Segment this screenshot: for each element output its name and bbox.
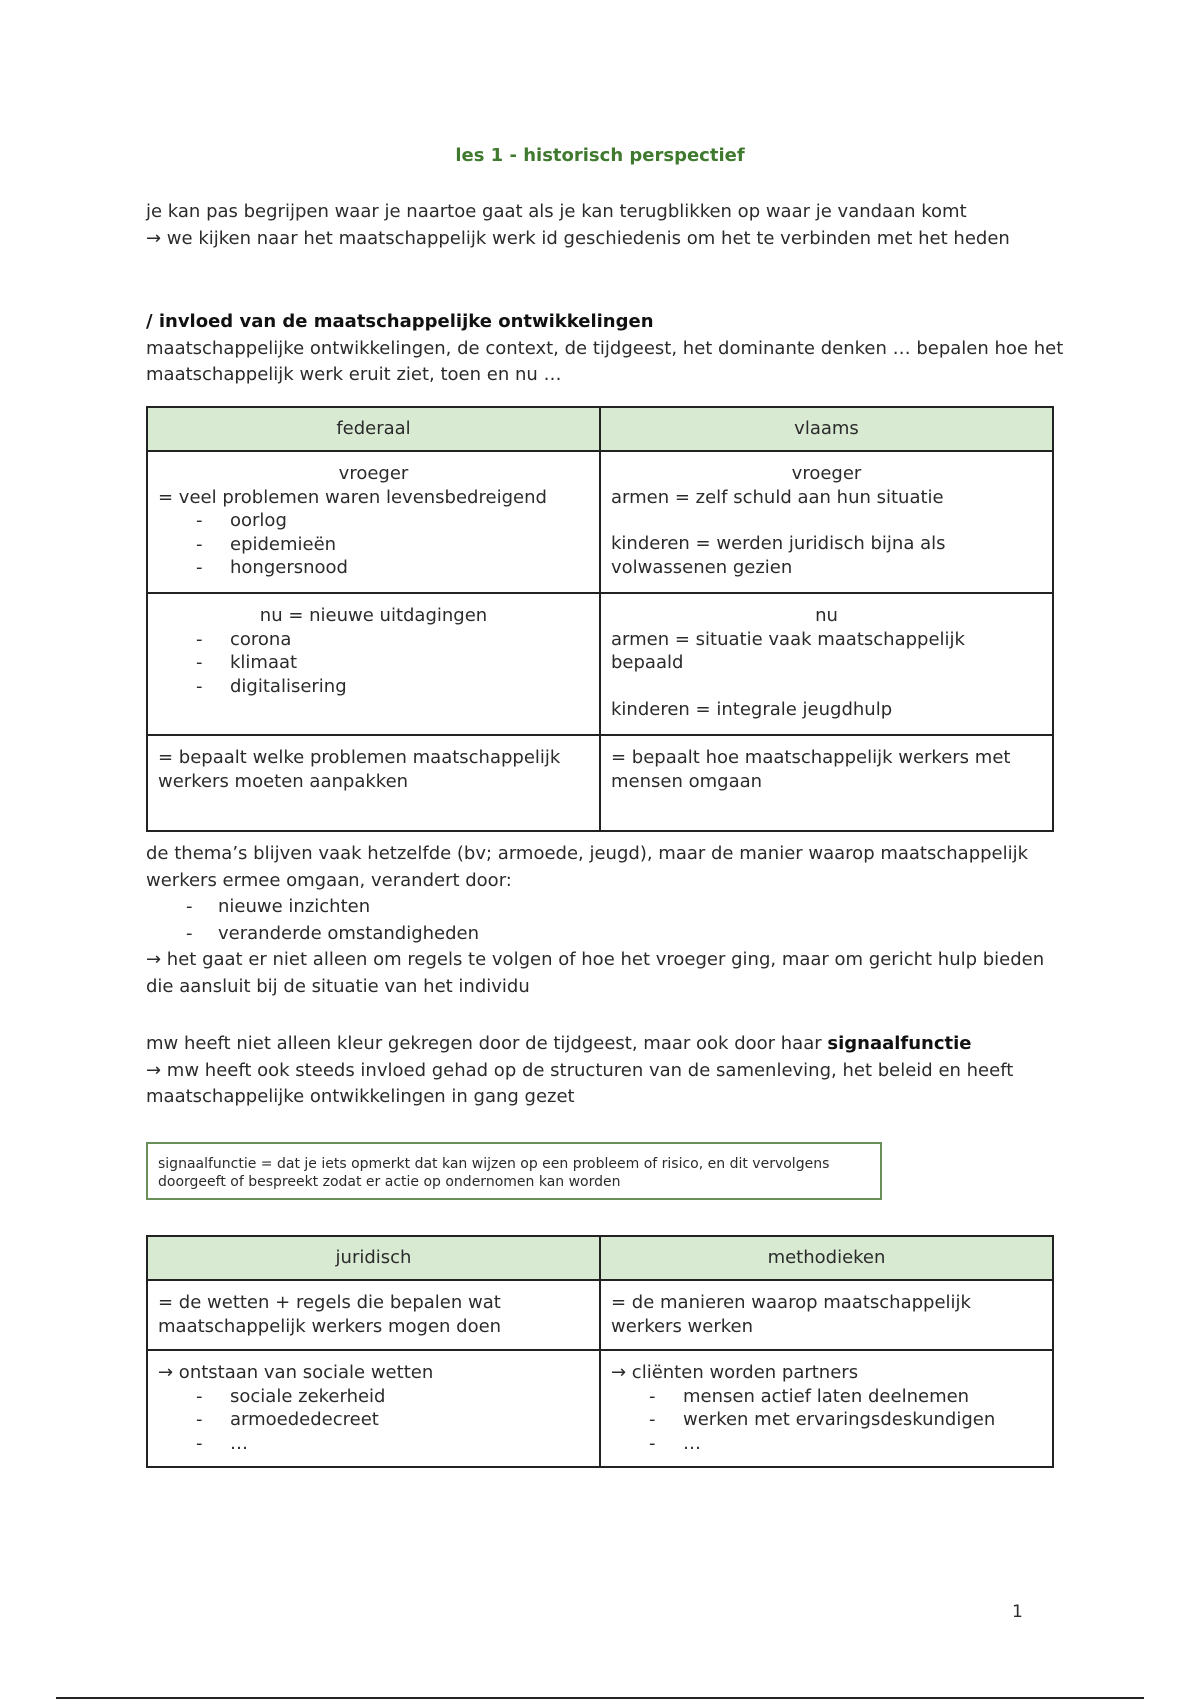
intro-paragraph — [146, 199, 1066, 252]
list-item: - oorlog — [158, 509, 589, 533]
table-federaal-vlaams — [146, 406, 1054, 832]
section-influence — [146, 309, 1066, 389]
list-item: - … — [158, 1432, 589, 1456]
cell-title: vroeger — [791, 463, 862, 484]
table1-cell-federaal-nu — [147, 593, 600, 735]
definition-box: signaalfunctie = dat je iets opmerkt dat kan wijzen op een probleem of risico, en dit vervolgens doorgeeft of bespreekt zodat er actie op ondernomen kan worden — [146, 1142, 882, 1200]
after-table-paragraph — [146, 841, 1066, 1000]
footer-divider — [56, 1697, 1144, 1699]
cell-text: = veel problemen waren levensbedreigend — [158, 486, 547, 508]
signal-paragraph — [146, 1031, 1066, 1111]
cell-list — [158, 628, 589, 699]
intro-line-2: → we kijken naar het maatschappelijk werk id geschiedenis om het te verbinden met het heden — [146, 227, 1010, 249]
cell-text: armen = situatie vaak maatschappelijk bepaald — [611, 628, 965, 673]
table2-cell-methodieken-definition: = de manieren waarop maatschappelijk werkers werken — [600, 1280, 1053, 1350]
change-factors-list — [146, 894, 1066, 947]
list-item: - digitalisering — [158, 675, 589, 699]
signal-text: mw heeft niet alleen kleur gekregen door de tijdgeest, maar ook door haar — [146, 1033, 828, 1054]
list-item: - veranderde omstandigheden — [146, 921, 1066, 948]
list-item: - mensen actief laten deelnemen — [611, 1385, 1042, 1409]
cell-list — [158, 509, 589, 580]
list-item: - klimaat — [158, 651, 589, 675]
signal-line — [146, 1031, 1066, 1058]
cell-list — [611, 1385, 1042, 1456]
cell-text: kinderen = integrale jeugdhulp — [611, 698, 893, 720]
table1-cell-federaal-vroeger — [147, 451, 600, 593]
list-item: - epidemieën — [158, 533, 589, 557]
cell-title: → ontstaan van sociale wetten — [158, 1362, 434, 1383]
table-juridisch-methodieken — [146, 1235, 1054, 1468]
intro-line-1: je kan pas begrijpen waar je naartoe gaat als je kan terugblikken op waar je vandaan komt — [146, 201, 967, 222]
page-number: 1 — [1012, 1602, 1023, 1622]
signal-keyword: signaalfunctie — [827, 1033, 972, 1054]
list-item: - armoededecreet — [158, 1408, 589, 1432]
section-heading: / invloed van de maatschappelijke ontwikkelingen — [146, 311, 654, 332]
list-item: - werken met ervaringsdeskundigen — [611, 1408, 1042, 1432]
table2-header-methodieken: methodieken — [600, 1236, 1053, 1280]
list-item: - hongersnood — [158, 556, 589, 580]
cell-title: nu = nieuwe uitdagingen — [259, 605, 488, 626]
after-table-conclusion: → het gaat er niet alleen om regels te volgen of hoe het vroeger ging, maar om gericht hulp bieden die aansluit bij de situatie van het individu — [146, 949, 1045, 997]
cell-title: nu — [815, 605, 838, 626]
cell-title: vroeger — [338, 463, 409, 484]
cell-text: armen = zelf schuld aan hun situatie — [611, 486, 944, 508]
list-item: - … — [611, 1432, 1042, 1456]
cell-list — [158, 1385, 589, 1456]
section-text: maatschappelijke ontwikkelingen, de context, de tijdgeest, het dominante denken … bepalen hoe het maatschappelijk werk eruit ziet, toen en nu … — [146, 337, 1064, 385]
table2-header-juridisch: juridisch — [147, 1236, 600, 1280]
list-item: - sociale zekerheid — [158, 1385, 589, 1409]
table2-cell-juridisch-definition: = de wetten + regels die bepalen wat maatschappelijk werkers mogen doen — [147, 1280, 600, 1350]
list-item: - nieuwe inzichten — [146, 894, 1066, 921]
table2-cell-juridisch-examples — [147, 1350, 600, 1467]
table1-header-vlaams: vlaams — [600, 407, 1053, 451]
page-title: les 1 - historisch perspectief — [455, 145, 745, 166]
after-table-text: de thema’s blijven vaak hetzelfde (bv; armoede, jeugd), maar de manier waarop maatschappelijk werkers ermee omgaan, verandert door: — [146, 843, 1029, 891]
table1-cell-vlaams-nu — [600, 593, 1053, 735]
table1-cell-vlaams-summary: = bepaalt hoe maatschappelijk werkers met mensen omgaan — [600, 735, 1053, 831]
table1-header-federaal: federaal — [147, 407, 600, 451]
cell-text: kinderen = werden juridisch bijna als volwassenen gezien — [611, 533, 946, 578]
table1-cell-federaal-summary: = bepaalt welke problemen maatschappelijk werkers moeten aanpakken — [147, 735, 600, 831]
cell-title: → cliënten worden partners — [611, 1362, 859, 1383]
list-item: - corona — [158, 628, 589, 652]
table2-cell-methodieken-examples — [600, 1350, 1053, 1467]
signal-arrow-text: → mw heeft ook steeds invloed gehad op de structuren van de samenleving, het beleid en heeft maatschappelijke ontwikkelingen in gang gezet — [146, 1059, 1014, 1107]
table1-cell-vlaams-vroeger — [600, 451, 1053, 593]
